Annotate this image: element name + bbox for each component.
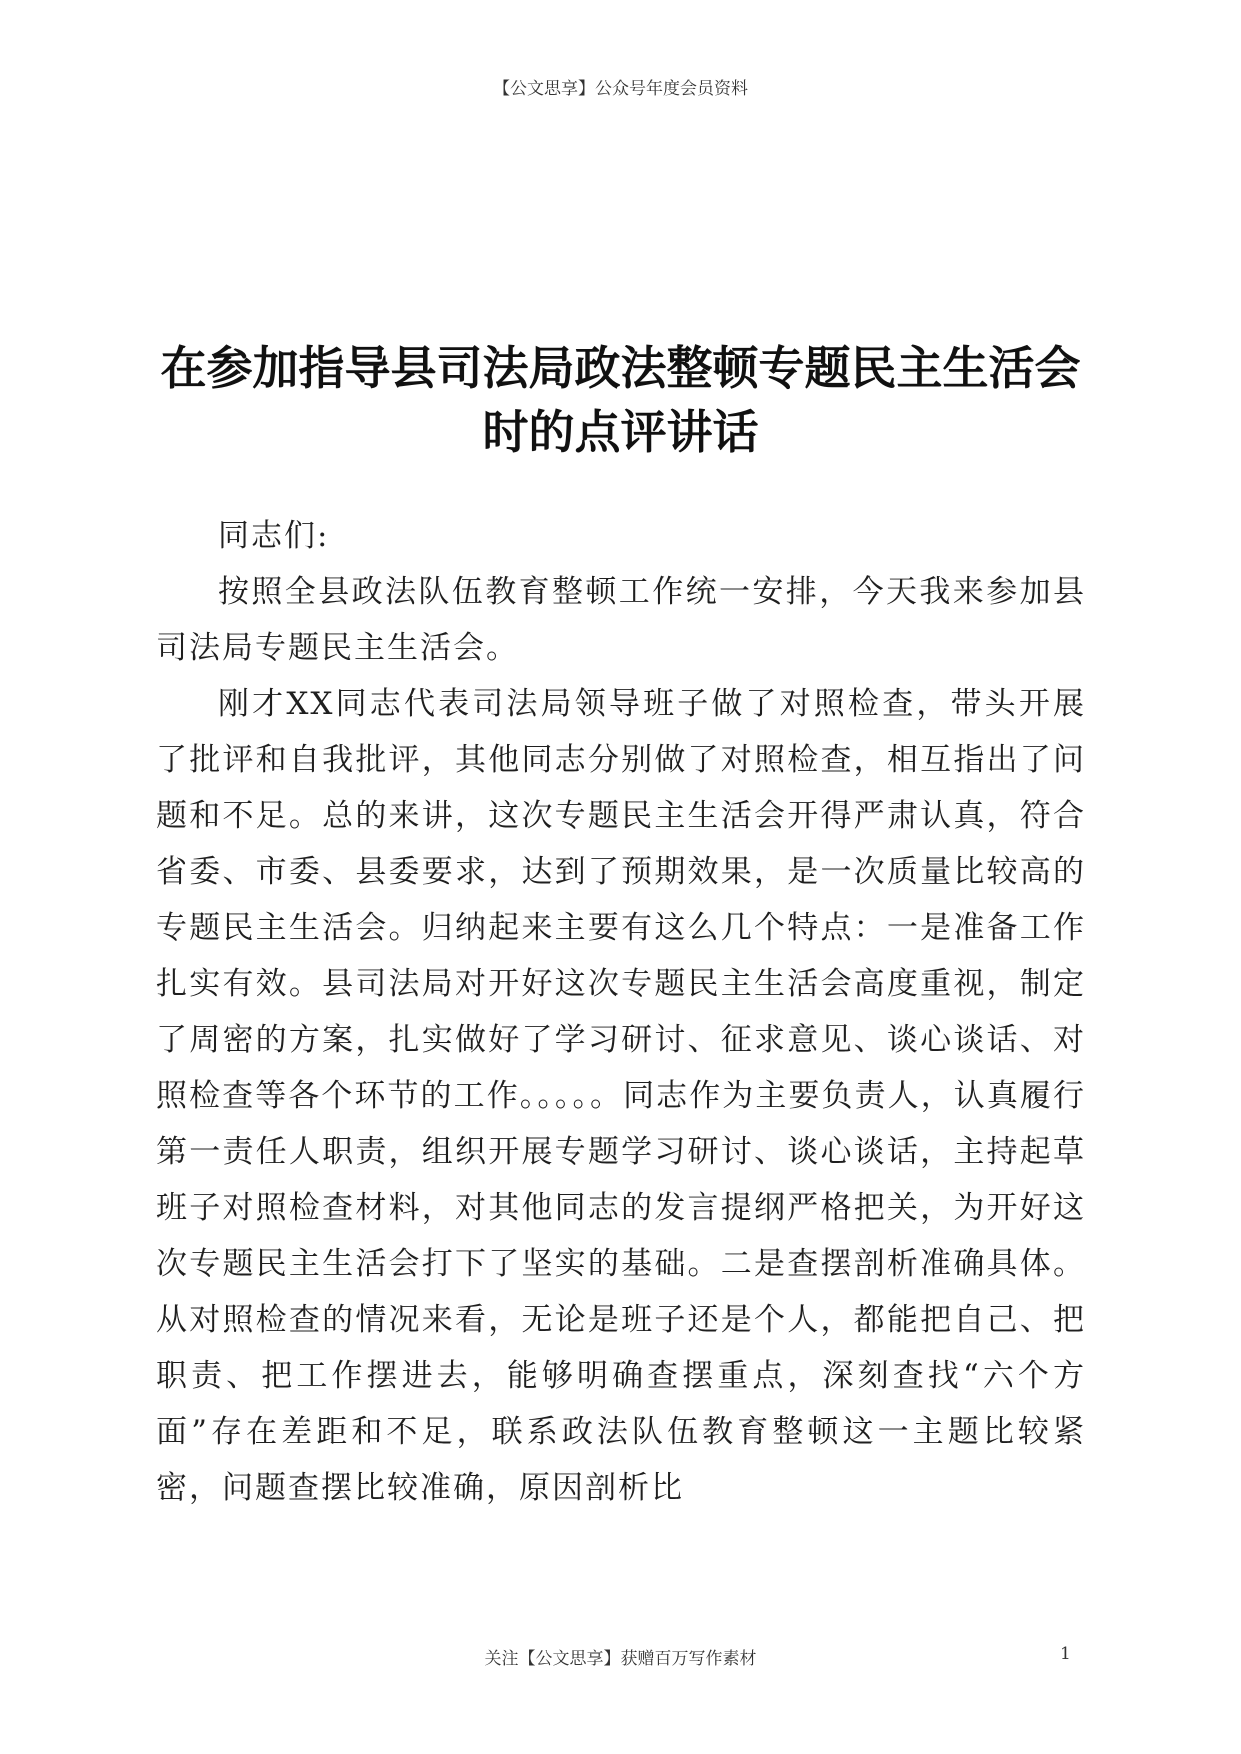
salutation: 同志们: [218,518,330,554]
page-header-note: 【公文思享】公众号年度会员资料 [493,79,748,99]
document-body [156,508,1086,1516]
page-footer-note: 关注【公文思享】获赠百万写作素材 [484,1649,757,1669]
document-title-line-2: 时的点评讲话 [482,405,759,459]
document-title [150,336,1091,464]
body-paragraph-1: 按照全县政法队伍教育整顿工作统一安排，今天我来参加县司法局专题民主生活会。 [156,574,1086,666]
body-paragraph-2: 刚才XX同志代表司法局领导班子做了对照检查，带头开展了批评和自我批评，其他同志分别做了对照检查，相互指出了问题和不足。总的来讲，这次专题民主生活会开得严肃认真，符合省委、市委、县委要求，达到了预期效果，是一次质量比较高的专题民主生活会。归纳起来主要有这么几个特点：一是准备工作扎实有效。县司法局对开好这次专题民主生活会高度重视，制定了周密的方案，扎实做好了学习研讨、征求意见、谈心谈话、对照检查等各个环节的工作。。。。。同志作为主要负责人，认真履行第一责任人职责，组织开展专题学习研讨、谈心谈话，主持起草班子对照检查材料，对其他同志的发言提纲严格把关，为开好这次专题民主生活会打下了坚实的基础。二是查摆剖析准确具体。从对照检查的情况来看，无论是班子还是个人，都能把自己、把职责、把工作摆进去，能够明确查摆重点，深刻查找“六个方面”存在差距和不足，联系政法队伍教育整顿这一主题比较紧密，问题查摆比较准确，原因剖析比 [156,686,1086,1506]
page-number: 1 [1060,1644,1071,1664]
document-title-line-1: 在参加指导县司法局政法整顿专题民主生活会 [160,341,1081,395]
